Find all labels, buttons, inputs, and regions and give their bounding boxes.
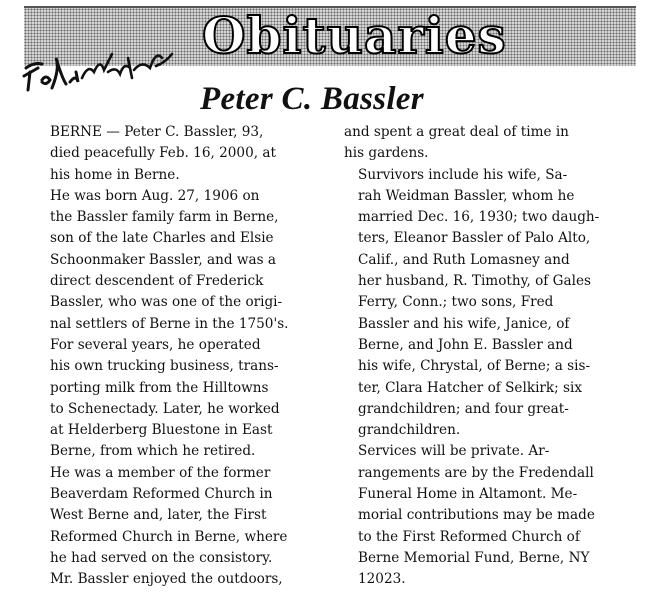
text-line: at Helderberg Bluestone in East bbox=[50, 422, 273, 439]
text-line: Berne Memorial Fund, Berne, NY bbox=[358, 549, 590, 566]
text-line: Bassler and his wife, Janice, of bbox=[358, 315, 570, 332]
paragraph-p4 bbox=[36, 463, 324, 591]
text-line: Services will be private. Ar- bbox=[358, 443, 550, 460]
text-line: For several years, he operated bbox=[50, 336, 261, 353]
text-line: and spent a great deal of time in bbox=[344, 124, 569, 140]
text-line: Ferry, Conn.; two sons, Fred bbox=[358, 294, 554, 311]
paragraph-p4b bbox=[344, 122, 632, 165]
text-line: He was a member of the former bbox=[50, 464, 271, 481]
paragraph-p5 bbox=[344, 165, 632, 442]
text-line: he had served on the consistory. bbox=[50, 549, 273, 566]
text-line: ter, Clara Hatcher of Selkirk; six bbox=[358, 379, 583, 396]
text-line: grandchildren; and four great- bbox=[358, 400, 569, 417]
text-line: rah Weidman Bassler, whom he bbox=[358, 187, 575, 204]
text-line: grandchildren. bbox=[358, 422, 461, 439]
text-line: Bassler, who was one of the origi- bbox=[50, 294, 283, 311]
text-line: Schoonmaker Bassler, and was a bbox=[50, 251, 277, 268]
article-headline: Peter C. Bassler bbox=[200, 81, 424, 117]
text-line: morial contributions may be made bbox=[358, 507, 595, 524]
text-line: ters, Eleanor Bassler of Palo Alto, bbox=[358, 230, 591, 247]
text-line: He was born Aug. 27, 1906 on bbox=[50, 187, 260, 204]
text-line: died peacefully Feb. 16, 2000, at bbox=[50, 145, 276, 162]
paragraph-p6 bbox=[344, 441, 632, 590]
text-line: to Schenectady. Later, he worked bbox=[50, 400, 280, 417]
text-line: Calif., and Ruth Lomasney and bbox=[358, 251, 570, 268]
text-line: porting milk from the Hilltowns bbox=[50, 379, 269, 396]
paragraph-p3 bbox=[36, 335, 324, 463]
text-line: his own trucking business, trans- bbox=[50, 358, 279, 375]
text-line: to the First Reformed Church of bbox=[358, 528, 580, 545]
paragraph-p1 bbox=[36, 122, 324, 186]
text-line: Survivors include his wife, Sa- bbox=[358, 166, 568, 183]
text-line: Funeral Home in Altamont. Me- bbox=[358, 486, 578, 503]
text-line: the Bassler family farm in Berne, bbox=[50, 209, 279, 226]
handwritten-signature bbox=[16, 28, 184, 98]
text-line: 12023. bbox=[358, 571, 406, 588]
text-line: Mr. Bassler enjoyed the outdoors, bbox=[50, 571, 283, 588]
text-line: Berne, from which he retired. bbox=[50, 443, 256, 460]
text-line: his wife, Chrystal, of Berne; a sis- bbox=[358, 358, 591, 375]
text-line: Reformed Church in Berne, where bbox=[50, 528, 288, 545]
text-line: married Dec. 16, 1930; two daugh- bbox=[358, 209, 600, 226]
text-line: rangements are by the Fredendall bbox=[358, 464, 594, 481]
text-line: his home in Berne. bbox=[50, 166, 180, 183]
column-right bbox=[344, 122, 632, 591]
column-left bbox=[36, 122, 324, 591]
text-line: son of the late Charles and Elsie bbox=[50, 230, 274, 247]
paragraph-p2 bbox=[36, 186, 324, 335]
text-line: BERNE — Peter C. Bassler, 93, bbox=[50, 124, 264, 140]
text-line: nal settlers of Berne in the 1750's. bbox=[50, 315, 289, 332]
text-line: Berne, and John E. Bassler and bbox=[358, 336, 573, 353]
section-title: Obituaries bbox=[202, 6, 507, 65]
text-line: her husband, R. Timothy, of Gales bbox=[358, 273, 591, 290]
text-line: West Berne and, later, the First bbox=[50, 507, 267, 524]
text-line: Beaverdam Reformed Church in bbox=[50, 486, 273, 503]
text-line: direct descendent of Frederick bbox=[50, 273, 264, 290]
text-line: his gardens. bbox=[344, 145, 429, 162]
